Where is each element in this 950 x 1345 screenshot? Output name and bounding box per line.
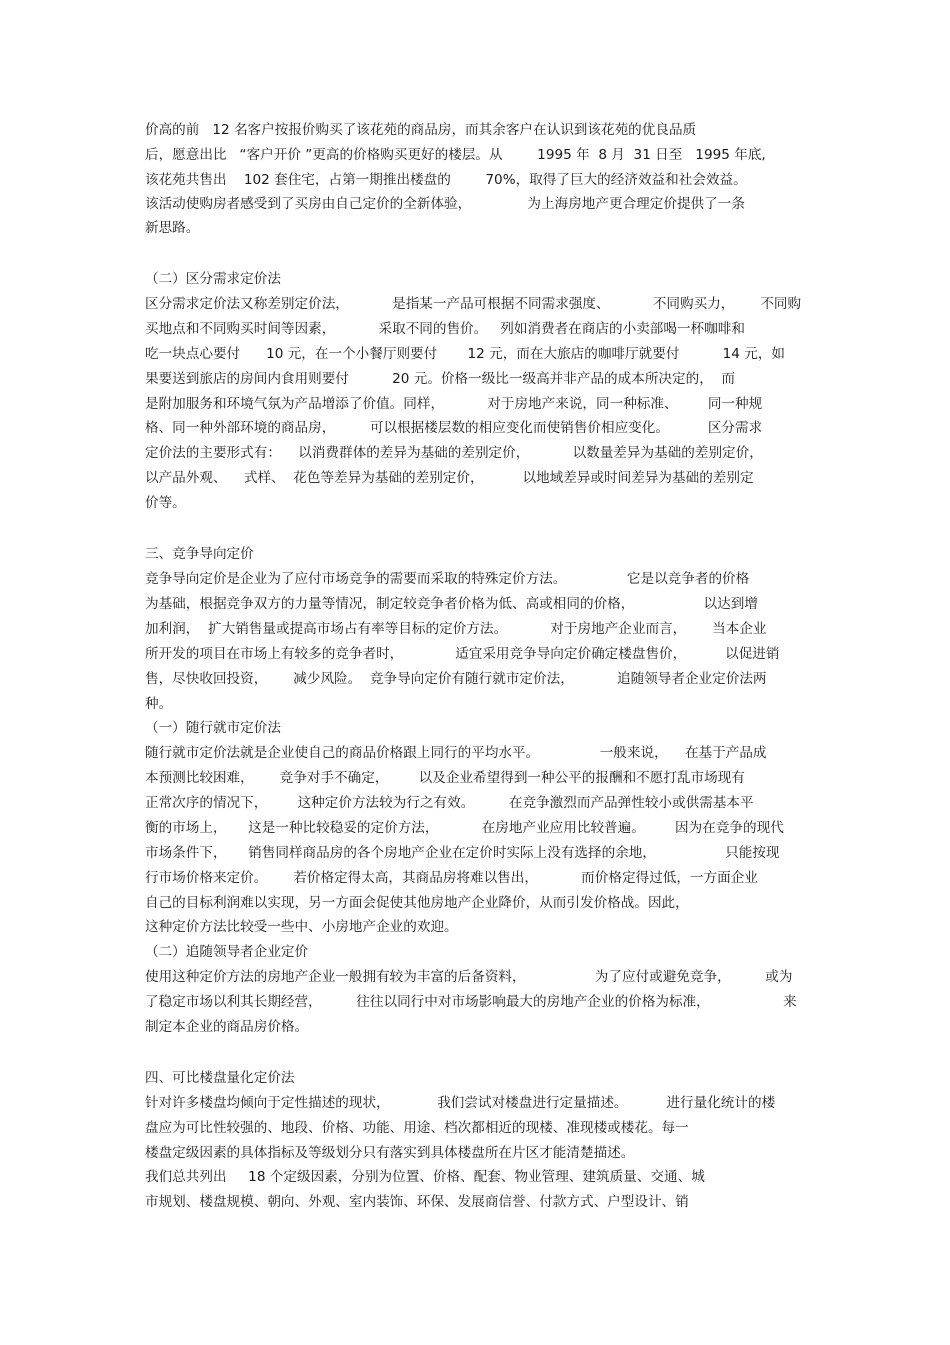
text-line: 价等。 — [145, 495, 186, 511]
text-line: 后，愿意出比 “客户开价 ”更高的价格购买更好的楼层。从 1995 年 8 月 31 日至 1995 年底, — [145, 147, 766, 163]
text-line: 使用这种定价方法的房地产企业一般拥有较为丰富的后备资料， 为了应付或避免竞争， 或为 — [145, 969, 793, 985]
section-heading: （二）追随领导者企业定价 — [145, 944, 309, 960]
text-line: 了稳定市场以利其长期经营， 往往以同行中对市场影响最大的房地产企业的价格为标准， 来 — [145, 994, 797, 1010]
text-line: 定价法的主要形式有： 以消费群体的差异为基础的差别定价， 以数量差异为基础的差别定价， — [145, 445, 763, 461]
text-line: 价高的前 12 名客户按报价购买了该花苑的商品房，而其余客户在认识到该花苑的优良品质 — [145, 122, 697, 138]
text-line: 买地点和不同购买时间等因素， 采取不同的售价。 列如消费者在商店的小卖部喝一杯咖啡和 — [145, 321, 745, 337]
text-line: 制定本企业的商品房价格。 — [145, 1019, 309, 1035]
text-line: 正常次序的情况下， 这种定价方法较为行之有效。 在竞争激烈而产品弹性较小或供需基本平 — [145, 795, 754, 811]
text-line: 自己的目标利润难以实现，另一方面会促使其他房地产企业降价，从而引发价格战。因此， — [145, 895, 689, 911]
text-line: 市场条件下， 销售同样商品房的各个房地产企业在定价时实际上没有选择的余地， 只能按现 — [145, 845, 780, 861]
text-line: 吃一块点心要付 10 元，在一个小餐厅则要付 12 元，而在大旅店的咖啡厅就要付 14 元，如 — [145, 346, 786, 362]
section-heading: 三、竞争导向定价 — [145, 546, 254, 562]
section-heading: （二）区分需求定价法 — [145, 271, 281, 287]
text-line: 该活动使购房者感受到了买房由自己定价的全新体验， 为上海房地产更合理定价提供了一条 — [145, 196, 745, 212]
text-line: 盘应为可比性较强的、地段、价格、功能、用途、档次都相近的现楼、准现楼或楼花。每一 — [145, 1120, 689, 1136]
text-line: 针对许多楼盘均倾向于定性描述的现状， 我们尝试对楼盘进行定量描述。 进行量化统计的楼 — [145, 1095, 776, 1111]
text-line: 本预测比较困难， 竞争对手不确定， 以及企业希望得到一种公平的报酬和不愿打乱市场现有 — [145, 770, 745, 786]
text-line: 加利润， 扩大销售量或提高市场占有率等目标的定价方法。 对于房地产企业而言， 当本企业 — [145, 621, 767, 637]
text-line: 为基础，根据竞争双方的力量等情况，制定较竞争者价格为低、高或相同的价格， 以达到增 — [145, 596, 758, 612]
text-line: 这种定价方法比较受一些中、小房地产企业的欢迎。 — [145, 919, 458, 935]
text-line: 行市场价格来定价。 若价格定得太高，其商品房将难以售出， 而价格定得过低，一方面企业 — [145, 870, 758, 886]
text-line: 格、同一种外部环境的商品房， 可以根据楼层数的相应变化而使销售价相应变化。 区分需求 — [145, 420, 763, 436]
text-line: 以产品外观、 式样、 花色等差异为基础的差别定价， 以地域差异或时间差异为基础的差别定 — [145, 470, 754, 486]
text-line: 是附加服务和环境气氛为产品增添了价值。同样， 对于房地产来说，同一种标准、 同一种规 — [145, 396, 763, 412]
text-line: 竞争导向定价是企业为了应付市场竞争的需要而采取的特殊定价方法。 它是以竞争者的价格 — [145, 571, 750, 587]
text-line: 随行就市定价法就是企业使自己的商品价格跟上同行的平均水平。 一般来说， 在基于产品成 — [145, 745, 767, 761]
text-line: 该花苑共售出 102 套住宅，占第一期推出楼盘的 70%，取得了巨大的经济效益和社会效益。 — [145, 172, 747, 188]
text-line: 区分需求定价法又称差别定价法， 是指某一产品可根据不同需求强度、 不同购买力， 不同购 — [145, 296, 802, 312]
text-line: 种。 — [145, 696, 173, 712]
text-line: 所开发的项目在市场上有较多的竞争者时， 适宜采用竞争导向定价确定楼盘售价， 以促进销 — [145, 646, 780, 662]
section-heading: 四、可比楼盘量化定价法 — [145, 1070, 295, 1086]
text-line: 新思路。 — [145, 220, 200, 236]
text-line: 衡的市场上， 这是一种比较稳妥的定价方法， 在房地产业应用比较普遍。 因为在竞争的现代 — [145, 820, 784, 836]
text-line: 我们总共列出 18 个定级因素，分别为位置、价格、配套、物业管理、建筑质量、交通、城 — [145, 1169, 705, 1185]
text-line: 市规划、楼盘规模、朝向、外观、室内装饰、环保、发展商信誉、付款方式、户型设计、销 — [145, 1194, 689, 1210]
text-line: 果要送到旅店的房间内食用则要付 20 元。价格一级比一级高并非产品的成本所决定的， 而 — [145, 371, 736, 387]
section-heading: （一）随行就市定价法 — [145, 720, 281, 736]
text-line: 售，尽快收回投资， 减少风险。 竞争导向定价有随行就市定价法， 追随领导者企业定价法两 — [145, 671, 767, 687]
text-line: 楼盘定级因素的具体指标及等级划分只有落实到具体楼盘所在片区才能清楚描述。 — [145, 1145, 635, 1161]
